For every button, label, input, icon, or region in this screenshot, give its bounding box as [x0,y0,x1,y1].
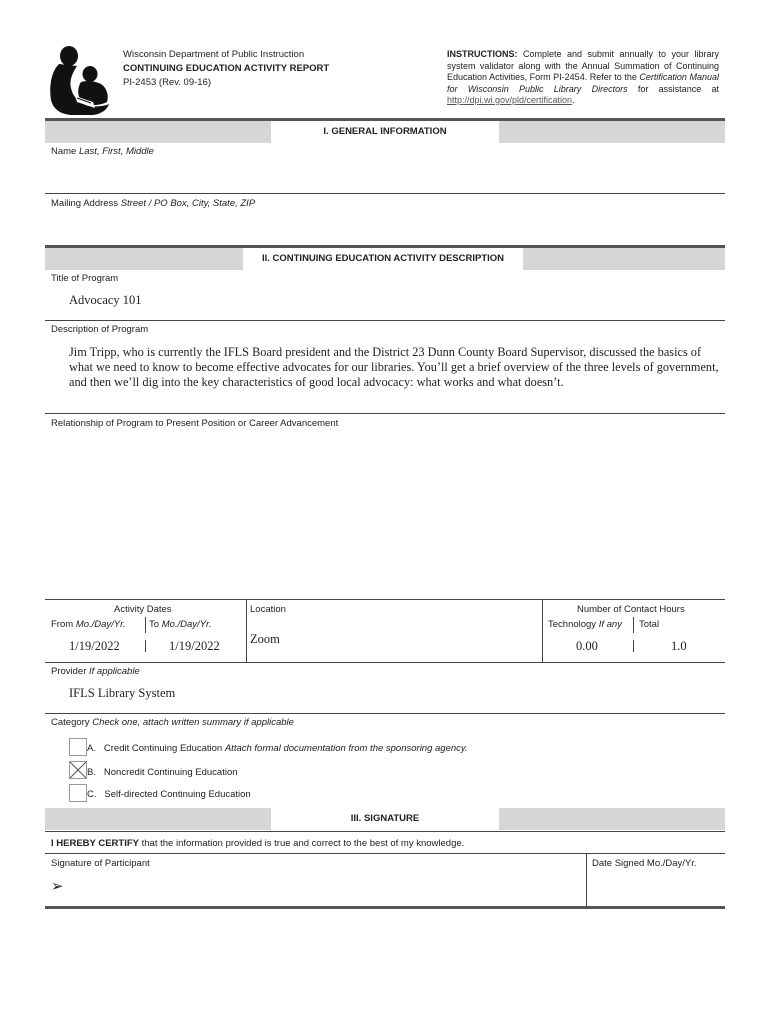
category-label-text: Category [51,717,90,728]
agency-name: Wisconsin Department of Public Instruction [123,49,305,60]
option-letter: A. [87,743,96,754]
to-date-value[interactable]: 1/19/2022 [169,639,220,653]
field-divider [45,713,725,714]
section-2-header [45,248,725,270]
tick-divider [145,617,146,633]
location-label: Location [250,604,286,615]
section-3-header [45,808,725,830]
instructions-end: . [572,95,575,105]
technology-hours-value[interactable]: 0.00 [576,639,598,653]
program-description-label: Description of Program [51,324,149,335]
relationship-field[interactable] [45,432,725,597]
technology-label-text: Technology [548,619,597,630]
category-c-checkbox[interactable] [69,784,87,802]
from-label-text: From [51,619,74,630]
certification-manual-title: Certification Manual for Wisconsin Public Library Directors [447,72,719,94]
date-signed-field[interactable] [590,870,722,904]
program-title-label: Title of Program [51,273,119,284]
from-date-label [51,619,126,630]
form-title: CONTINUING EDUCATION ACTIVITY REPORT [123,63,330,74]
name-label-text: Name [51,146,77,157]
category-a-label [87,743,468,754]
tick-divider [633,617,634,633]
certify-bold: I HEREBY CERTIFY [51,838,139,849]
column-divider [246,599,247,662]
field-divider [45,662,725,663]
provider-label-text: Provider [51,666,87,677]
field-divider [45,831,725,832]
field-divider [45,853,725,854]
activity-dates-label: Activity Dates [114,604,172,615]
certification-link[interactable]: http://dpi.wi.gov/pld/certification [447,95,573,105]
option-text: Credit Continuing Education [103,743,223,754]
category-hint: Check one, attach written summary if applicable [92,717,294,728]
program-description-value[interactable]: Jim Tripp, who is currently the IFLS Board president and the District 23 Dunn County Board Supervisor, discussed the basics of what we need to know to become effective advocates for our libraries. You’ll get a brief overview of the three levels of government, and then we’ll dig into the key characteristics of good local advocacy: what works and what doesn’t. [69,345,719,389]
category-c-label [87,789,251,800]
name-hint: Last, First, Middle [78,146,154,157]
section-3-title: III. SIGNATURE [271,808,499,830]
name-label [51,146,154,157]
field-divider [45,193,725,194]
field-divider [45,413,725,414]
to-label-text: To [149,619,160,630]
instructions-text-2: for assistance at [627,83,719,94]
dpi-logo-icon [47,44,113,116]
mailing-address-label [51,198,255,209]
total-hours-label: Total [639,619,660,630]
signature-field[interactable] [70,870,580,904]
contact-hours-label: Number of Contact Hours [577,604,685,615]
option-letter: B. [87,767,96,778]
location-value[interactable]: Zoom [250,632,280,646]
to-date-label [149,619,211,630]
instructions-label: INSTRUCTIONS: [447,49,518,59]
option-letter: C. [87,789,97,800]
provider-label [51,666,140,677]
to-hint: Mo./Day/Yr. [161,619,212,630]
section-1-title: I. GENERAL INFORMATION [271,121,499,143]
total-hours-value[interactable]: 1.0 [671,639,687,653]
technology-hint: If any [598,619,622,630]
form-bottom-border [45,906,725,909]
option-text: Self-directed Continuing Education [104,789,251,800]
instructions-block [447,49,719,107]
from-date-value[interactable]: 1/19/2022 [69,639,120,653]
certify-text: that the information provided is true and correct to the best of my knowledge. [138,838,465,849]
section-2-title: II. CONTINUING EDUCATION ACTIVITY DESCRIPTION [243,248,523,270]
section-1-header [45,121,725,143]
checkbox-x-icon [70,762,86,778]
tick-divider [633,640,634,652]
from-hint: Mo./Day/Yr. [75,619,126,630]
tick-divider [145,640,146,652]
provider-hint: If applicable [89,666,140,677]
column-divider [586,853,587,907]
date-signed-label: Date Signed Mo./Day/Yr. [592,858,697,869]
certify-statement [51,838,464,849]
mailing-address-field[interactable] [45,210,725,244]
name-field[interactable] [45,158,725,192]
category-b-checkbox[interactable] [69,761,87,779]
form-number: PI-2453 (Rev. 09-16) [123,77,212,88]
technology-hours-label [548,619,622,630]
category-label [51,717,294,728]
option-text: Noncredit Continuing Education [103,767,238,778]
address-label-text: Mailing Address [51,198,119,209]
field-divider [45,320,725,321]
field-divider [45,599,725,600]
signature-label: Signature of Participant [51,858,150,869]
column-divider [542,599,543,662]
option-hint: Attach formal documentation from the sponsoring agency. [224,743,468,754]
relationship-label: Relationship of Program to Present Position or Career Advancement [51,418,339,429]
program-title-value[interactable]: Advocacy 101 [69,293,142,307]
signature-arrow-icon: ➢ [51,878,64,895]
instructions-text: Complete and submit annually to your library system validator along with the Annual Summation of Continuing Education Activities, Form PI-2454. Refer to the [447,49,719,82]
provider-value[interactable]: IFLS Library System [69,686,176,700]
category-a-checkbox[interactable] [69,738,87,756]
address-hint: Street / PO Box, City, State, ZIP [120,198,256,209]
category-b-label [87,767,238,778]
